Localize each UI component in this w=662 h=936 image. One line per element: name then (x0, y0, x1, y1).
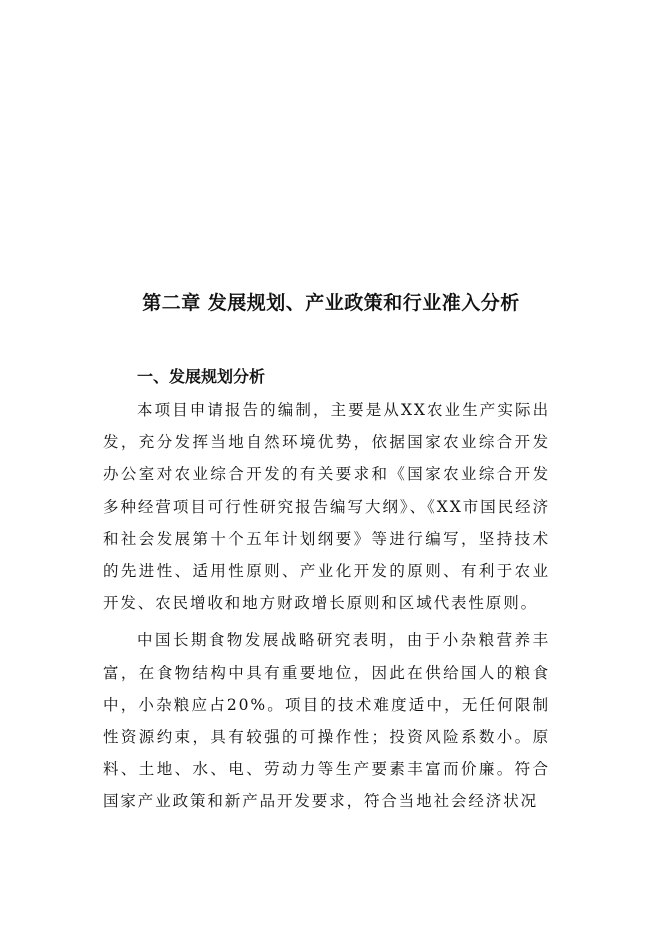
section-heading: 一、发展规划分析 (137, 367, 266, 386)
paragraph-2: 中国长期食物发展战略研究表明，由于小杂粮营养丰富，在食物结构中具有重要地位，因此在供给国人的粮食中，小杂粮应占20%。项目的技术难度适中，无任何限制性资源约束，具有较强的可操作性；投资风险系数小。原料、土地、水、电、劳动力等生产要素丰富而价廉。符合国家产业政策和新产品开发要求，符合当地社会经济状况 (103, 631, 550, 811)
paragraph-1: 本项目申请报告的编制，主要是从XX农业生产实际出发，充分发挥当地自然环境优势，依据国家农业综合开发办公室对农业综合开发的有关要求和《国家农业综合开发多种经营项目可行性研究报告编写大纲》、《XX市国民经济和社会发展第十个五年计划纲要》等进行编写，坚持技术的先进性、适用性原则、产业化开发的原则、有利于农业开发、农民增收和地方财政增长原则和区域代表性原则。 (103, 401, 550, 613)
body-text (103, 394, 550, 818)
chapter-title: 第二章 发展规划、产业政策和行业准入分析 (142, 292, 520, 314)
